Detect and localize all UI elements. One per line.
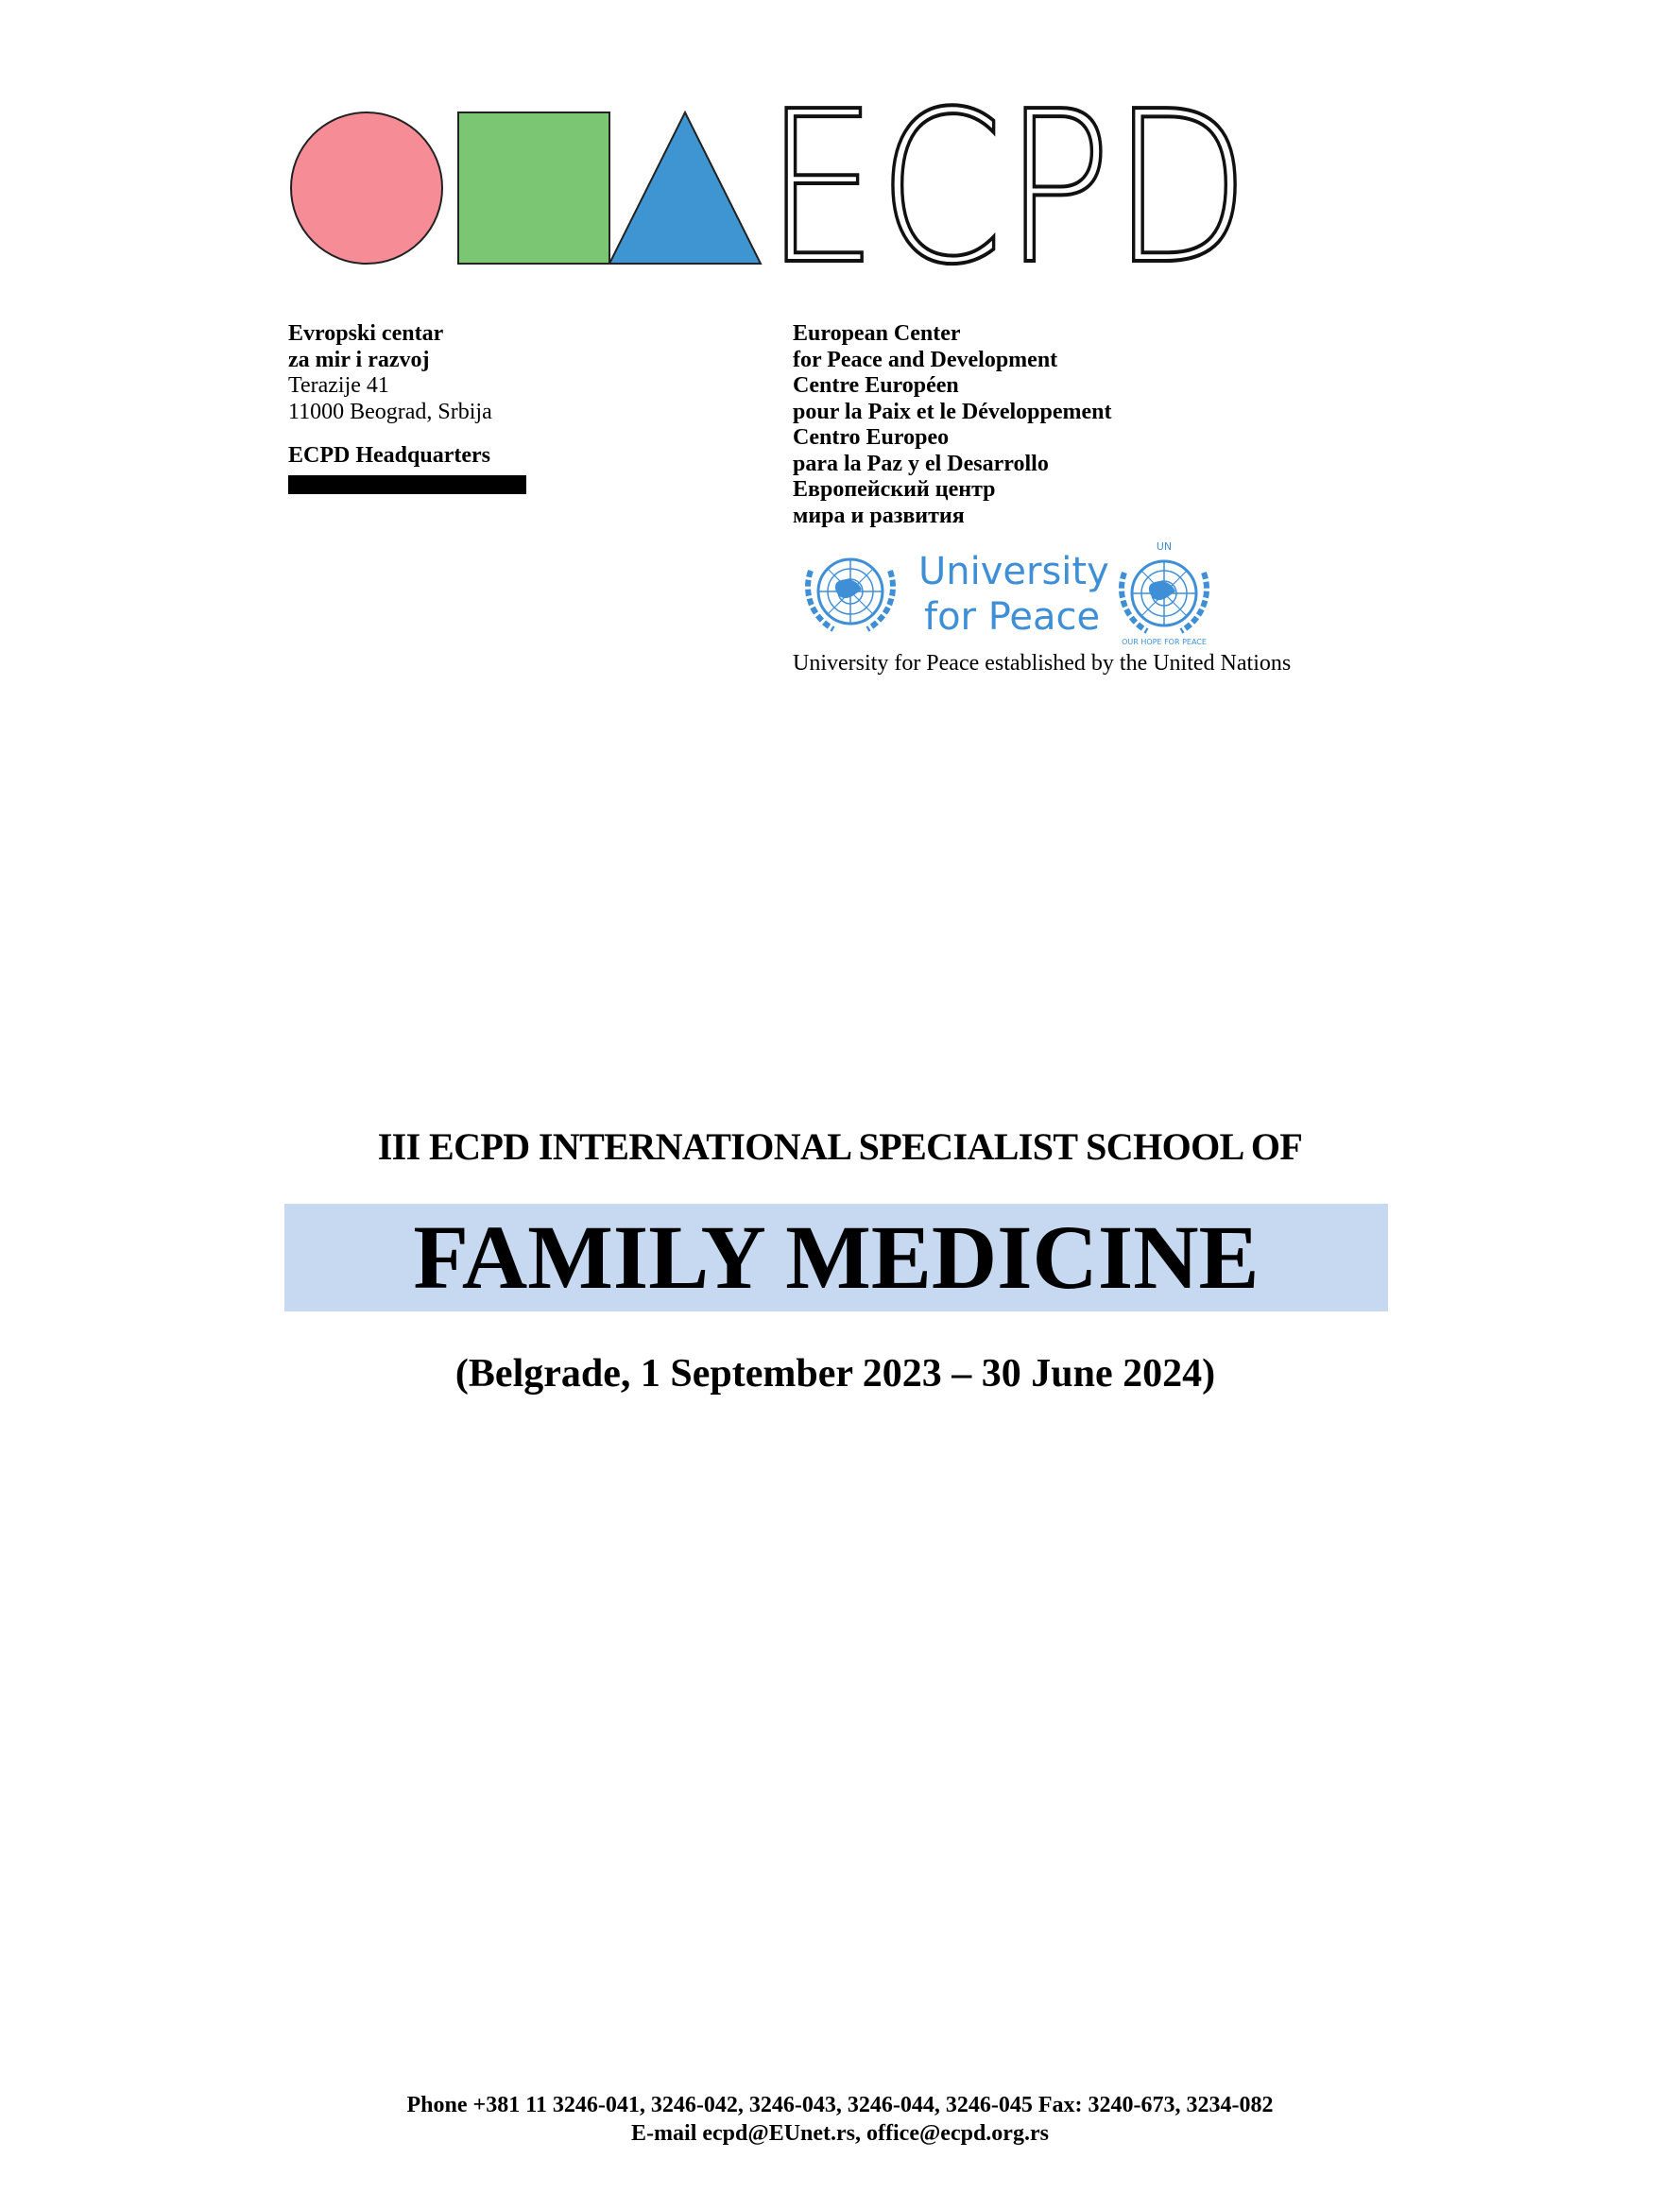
center-name-en-line1: European Center (793, 321, 961, 346)
logo-circle-shape (291, 112, 442, 264)
ecpd-logo (289, 67, 1253, 311)
upeace-caption: University for Peace established by the United Nations (793, 651, 1292, 676)
center-name-es-line2: para la Paz y el Desarrollo (793, 451, 1049, 476)
center-name-fr-line1: Centre Européen (793, 373, 959, 398)
center-name-sr-line1: Evropski centar (288, 321, 444, 346)
headquarters-bar (288, 475, 526, 494)
un-emblem-icon (1122, 561, 1207, 631)
un-motto: OUR HOPE FOR PEACE (1122, 638, 1207, 646)
program-dates: (Belgrade, 1 September 2023 – 30 June 2024) (454, 1352, 1216, 1396)
email-line: E-mail ecpd@EUnet.rs, office@ecpd.org.rs (631, 2121, 1049, 2146)
phone-fax-line: Phone +381 11 3246-041, 3246-042, 3246-043, 3246-044, 3246-045 Fax: 3240-673, 3234-082 (406, 2093, 1274, 2117)
center-name-sr-line2: za mir i razvoj (288, 347, 430, 372)
upeace-name-line2: for Peace (924, 595, 1101, 639)
center-name-en-line2: for Peace and Development (793, 347, 1058, 372)
city-address: 11000 Beograd, Srbija (288, 399, 492, 424)
center-name-es-line1: Centro Europeo (793, 425, 950, 450)
logo-wordmark: ECPD (764, 67, 1250, 311)
upeace-name-line1: University (918, 550, 1109, 593)
headquarters-address-block (288, 321, 526, 494)
center-name-ru-line2: мира и развития (793, 503, 965, 528)
university-for-peace-logo (792, 537, 1236, 650)
street-address: Terazije 41 (288, 373, 389, 398)
logo-triangle-shape (609, 112, 761, 264)
program-title: FAMILY MEDICINE (413, 1207, 1260, 1308)
center-name-ru-line1: Европейский центр (793, 477, 996, 502)
center-name-multilingual-block (793, 321, 1112, 529)
contact-footer (0, 2091, 1680, 2148)
program-title-box (284, 1204, 1388, 1311)
un-label: UN (1156, 540, 1173, 553)
school-title: III ECPD INTERNATIONAL SPECIALIST SCHOOL OF (377, 1125, 1303, 1168)
headquarters-label: ECPD Headquarters (288, 443, 490, 468)
upeace-globe-emblem-icon (808, 559, 893, 629)
center-name-fr-line2: pour la Paix et le Développement (793, 399, 1112, 424)
logo-square-shape (458, 112, 609, 264)
